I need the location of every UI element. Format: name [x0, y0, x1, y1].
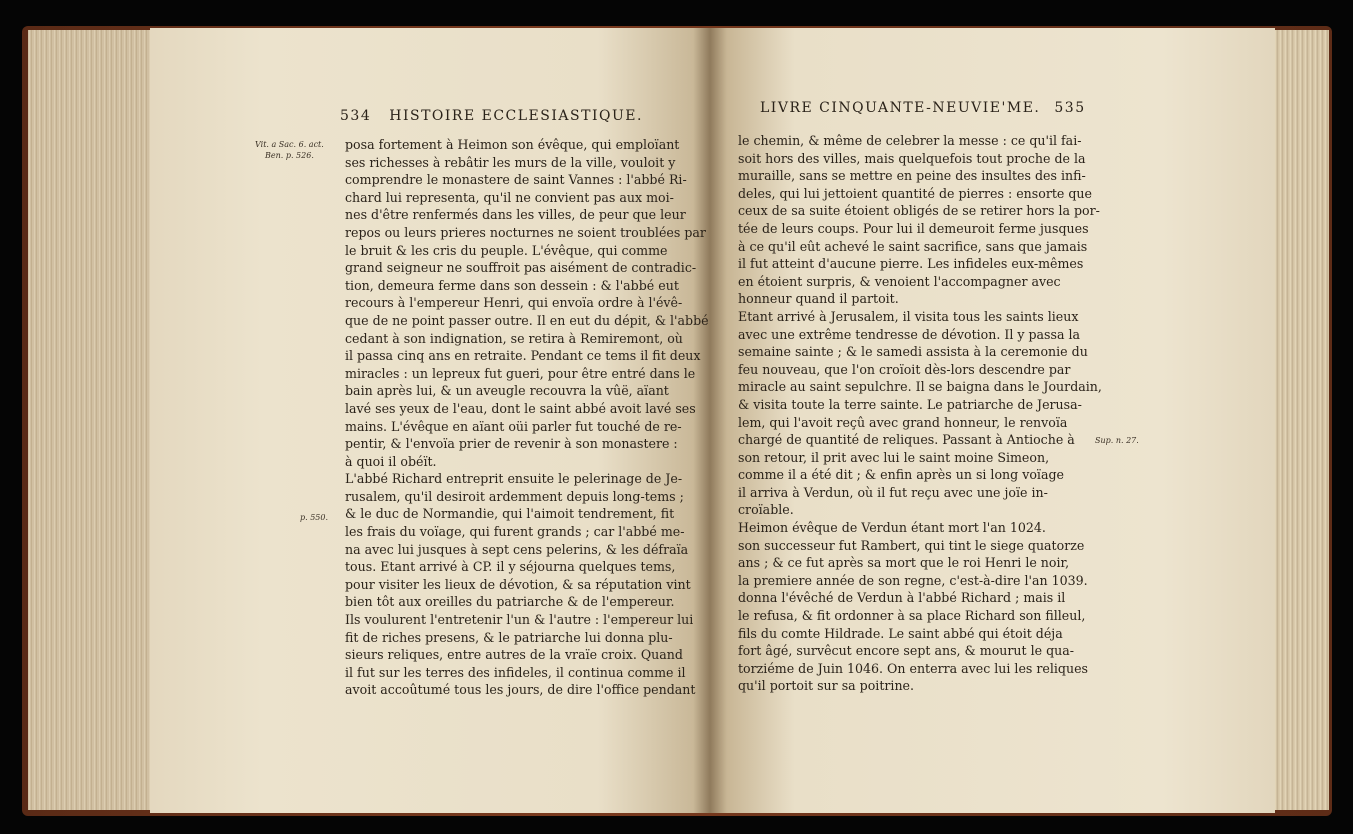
text-line: miracle au saint sepulchre. Il se baigna dans le Jourdain, — [738, 379, 1102, 395]
left-page-number: 534 — [340, 108, 372, 124]
text-line: son successeur fut Rambert, qui tint le siege quatorze — [738, 537, 1085, 553]
text-line: miracles : un lepreux fut gueri, pour être entré dans le — [345, 365, 696, 381]
text-line: tion, demeura ferme dans son dessein : & l'abbé eut — [345, 277, 679, 293]
text-line: le bruit & les cris du peuple. L'évêque, qui comme — [345, 242, 668, 258]
text-line: en étoient surpris, & venoient l'accompagner avec — [738, 273, 1061, 289]
text-line: cedant à son indignation, se retira à Remiremont, où — [345, 330, 683, 346]
text-line: comme il a été dit ; & enfin après un si long voïage — [738, 467, 1064, 483]
text-line: que de ne point passer outre. Il en eut du dépit, & l'abbé — [345, 312, 709, 328]
text-line: le chemin, & même de celebrer la messe : ce qu'il fai- — [738, 133, 1082, 148]
text-line: fit de riches presens, & le patriarche lui donna plu- — [345, 629, 673, 645]
text-line: Ils voulurent l'entretenir l'un & l'autre : l'empereur lui — [345, 612, 694, 628]
text-line: mains. L'évêque en aïant oüi parler fut touché de re- — [345, 418, 682, 434]
text-line: ans ; & ce fut après sa mort que le roi Henri le noir, — [738, 555, 1070, 571]
text-line: fils du comte Hildrade. Le saint abbé qui étoit déja — [738, 625, 1063, 641]
text-line: lem, qui l'avoit reçû avec grand honneur, le renvoïa — [738, 414, 1068, 430]
text-line: pentir, & l'envoïa prier de revenir à son monastere : — [345, 436, 678, 452]
text-line: feu nouveau, que l'on croïoit dès-lors descendre par — [738, 361, 1071, 377]
text-line: Etant arrivé à Jerusalem, il visita tous les saints lieux — [738, 308, 1079, 324]
right-page-number: 535 — [1054, 100, 1086, 116]
text-line: nes d'être renfermés dans les villes, de peur que leur — [345, 207, 686, 223]
text-line: & le duc de Normandie, qui l'aimoit tendrement, fit — [345, 506, 675, 522]
text-line: il passa cinq ans en retraite. Pendant ce tems il fit deux — [345, 348, 701, 364]
text-line: recours à l'empereur Henri, qui envoïa ordre à l'évê- — [345, 295, 683, 311]
text-line: & visita toute la terre sainte. Le patriarche de Jerusa- — [738, 396, 1082, 412]
right-header-title: LIVRE CINQUANTE-NEUVIE'ME. — [760, 100, 1041, 116]
left-running-header — [340, 108, 643, 124]
right-body-text — [738, 132, 1108, 695]
margin-note: p. 550. — [300, 513, 329, 522]
text-line: deles, qui lui jettoient quantité de pierres : ensorte que — [738, 185, 1092, 201]
text-line: comprendre le monastere de saint Vannes : l'abbé Ri- — [345, 172, 687, 188]
text-line: ses richesses à rebâtir les murs de la ville, vouloit y — [345, 154, 676, 170]
right-page — [710, 28, 1275, 813]
text-line: son retour, il prit avec lui le saint moine Simeon, — [738, 449, 1050, 465]
text-line: donna l'évêché de Verdun à l'abbé Richard ; mais il — [738, 590, 1066, 606]
text-line: chard lui representa, qu'il ne convient pas aux moi- — [345, 189, 674, 205]
text-line: les frais du voïage, qui furent grands ; car l'abbé me- — [345, 524, 685, 540]
text-line: lavé ses yeux de l'eau, dont le saint abbé avoit lavé ses — [345, 400, 696, 416]
text-line: croïable. — [738, 502, 794, 518]
text-line: bien tôt aux oreilles du patriarche & de l'empereur. — [345, 594, 675, 610]
text-line: na avec lui jusques à sept cens pelerins, & les défraïa — [345, 541, 689, 557]
margin-note: Sup. n. 27. — [1095, 436, 1139, 445]
text-line: fort âgé, survêcut encore sept ans, & mourut le qua- — [738, 643, 1075, 659]
text-line: à quoi il obéït. — [345, 453, 437, 469]
text-line: pour visiter les lieux de dévotion, & sa réputation vint — [345, 576, 691, 592]
text-line: tée de leurs coups. Pour lui il demeuroit ferme jusques — [738, 220, 1089, 236]
left-header-title: HISTOIRE ECCLESIASTIQUE. — [389, 108, 643, 124]
margin-note: Vit. a Sac. 6. act. — [255, 140, 324, 149]
text-line: avoit accoûtumé tous les jours, de dire l'office pendant — [345, 682, 696, 698]
left-page — [150, 28, 710, 813]
text-line: ceux de sa suite étoient obligés de se retirer hors la por- — [738, 203, 1100, 219]
text-line: chargé de quantité de reliques. Passant à Antioche à — [738, 432, 1075, 448]
text-line: avec une extrême tendresse de dévotion. Il y passa la — [738, 326, 1081, 342]
text-line: il arriva à Verdun, où il fut reçu avec une joïe in- — [738, 484, 1048, 500]
text-line: soit hors des villes, mais quelquefois tout proche de la — [738, 150, 1086, 166]
text-line: qu'il portoit sur sa poitrine. — [738, 678, 915, 694]
left-body-text — [345, 136, 709, 699]
text-line: semaine sainte ; & le samedi assista à la ceremonie du — [738, 344, 1088, 360]
text-line: il fut sur les terres des infideles, il continua comme il — [345, 664, 686, 680]
text-line: il fut atteint d'aucune pierre. Les infideles eux-mêmes — [738, 256, 1084, 272]
text-line: tous. Etant arrivé à CP. il y séjourna quelques tems, — [345, 559, 676, 575]
text-line: à ce qu'il eût achevé le saint sacrifice, sans que jamais — [738, 238, 1088, 254]
text-line: repos ou leurs prieres nocturnes ne soient troublées par — [345, 224, 706, 240]
text-line: grand seigneur ne souffroit pas aisément de contradic- — [345, 260, 697, 276]
text-line: rusalem, qu'il desiroit ardemment depuis long-tems ; — [345, 488, 684, 504]
text-line: Heimon évêque de Verdun étant mort l'an 1024. — [738, 520, 1046, 536]
text-line: la premiere année de son regne, c'est-à-dire l'an 1039. — [738, 572, 1088, 588]
text-line: muraille, sans se mettre en peine des insultes des infi- — [738, 168, 1086, 184]
text-line: bain après lui, & un aveugle recouvra la vûë, aïant — [345, 383, 669, 399]
text-line: L'abbé Richard entreprit ensuite le pelerinage de Je- — [345, 471, 683, 487]
text-line: le refusa, & fit ordonner à sa place Richard son filleul, — [738, 608, 1086, 624]
right-running-header — [760, 100, 1086, 116]
text-line: honneur quand il partoit. — [738, 291, 899, 307]
text-line: posa fortement à Heimon son évêque, qui emploïant — [345, 137, 680, 152]
page-edges-left — [28, 30, 153, 810]
text-line: torziéme de Juin 1046. On enterra avec lui les reliques — [738, 660, 1088, 676]
text-line: sieurs reliques, entre autres de la vraïe croix. Quand — [345, 647, 683, 663]
margin-note: Ben. p. 526. — [265, 151, 314, 160]
